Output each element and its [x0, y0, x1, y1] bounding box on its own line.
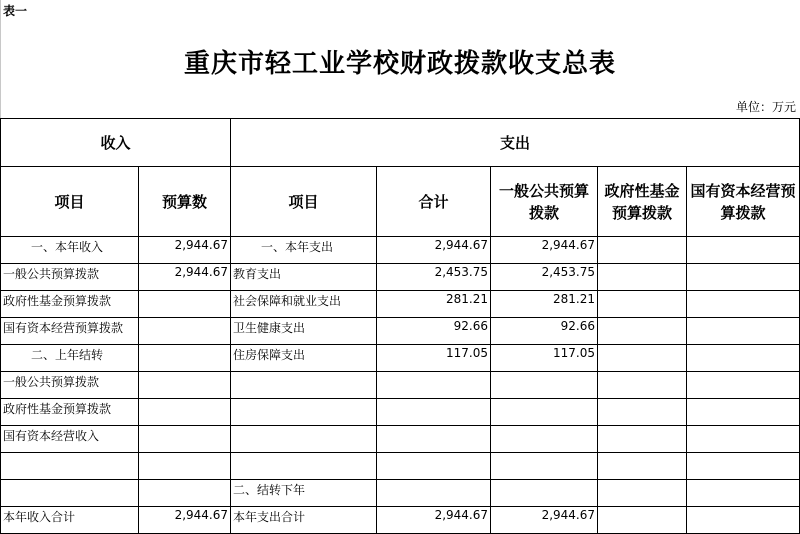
expense-state-cell: [687, 399, 800, 426]
income-item-cell: 二、上年结转: [1, 345, 139, 372]
income-item-cell: 国有资本经营收入: [1, 426, 139, 453]
income-item-cell: 一般公共预算拨款: [1, 372, 139, 399]
budget-table: [0, 118, 800, 534]
expense-item-cell: 本年支出合计: [231, 507, 377, 534]
expense-total-cell: 2,944.67: [377, 507, 491, 534]
income-value-cell: 2,944.67: [139, 237, 231, 264]
income-value-cell: 2,944.67: [139, 264, 231, 291]
expense-state-cell: [687, 345, 800, 372]
expense-item-cell: 教育支出: [231, 264, 377, 291]
income-item-cell: 一般公共预算拨款: [1, 264, 139, 291]
unit-label: 单位：万元: [735, 100, 796, 114]
expense-general-cell: 2,944.67: [491, 507, 598, 534]
income-value-cell: 2,944.67: [139, 507, 231, 534]
expense-general-cell: 2,453.75: [491, 264, 598, 291]
income-value-cell: [139, 291, 231, 318]
expense-state-cell: [687, 426, 800, 453]
income-value-cell: [139, 399, 231, 426]
expense-fund-cell: [598, 480, 687, 507]
expense-total-cell: [377, 372, 491, 399]
expense-fund-cell: [598, 453, 687, 480]
expense-fund-cell: [598, 345, 687, 372]
expense-total-cell: [377, 426, 491, 453]
expense-general-cell: [491, 453, 598, 480]
expense-item-cell: [231, 453, 377, 480]
table-row: [1, 399, 800, 426]
income-value-cell: [139, 453, 231, 480]
col-income-item: 项目: [1, 167, 139, 237]
expense-total-cell: 2,453.75: [377, 264, 491, 291]
expense-fund-cell: [598, 237, 687, 264]
expense-state-cell: [687, 372, 800, 399]
expense-total-cell: [377, 480, 491, 507]
expense-total-cell: 2,944.67: [377, 237, 491, 264]
table-row: [1, 507, 800, 534]
expense-general-cell: [491, 372, 598, 399]
income-item-cell: [1, 453, 139, 480]
table-row: [1, 480, 800, 507]
income-value-cell: [139, 480, 231, 507]
expense-item-cell: [231, 372, 377, 399]
table-row: [1, 264, 800, 291]
table-body: [1, 237, 800, 534]
expense-state-cell: [687, 264, 800, 291]
expense-general-cell: 281.21: [491, 291, 598, 318]
income-value-cell: [139, 345, 231, 372]
table-row: [1, 291, 800, 318]
income-item-cell: 本年收入合计: [1, 507, 139, 534]
expense-item-cell: 社会保障和就业支出: [231, 291, 377, 318]
expense-item-cell: [231, 426, 377, 453]
expense-total-cell: [377, 453, 491, 480]
expense-general-cell: 92.66: [491, 318, 598, 345]
col-fund: 政府性基金预算拨款: [598, 167, 687, 237]
expense-fund-cell: [598, 399, 687, 426]
expense-general-cell: [491, 480, 598, 507]
income-value-cell: [139, 372, 231, 399]
table-row: [1, 426, 800, 453]
table-row: [1, 372, 800, 399]
expense-state-cell: [687, 480, 800, 507]
expense-state-cell: [687, 237, 800, 264]
income-item-cell: 国有资本经营预算拨款: [1, 318, 139, 345]
income-item-cell: 政府性基金预算拨款: [1, 399, 139, 426]
income-header: 收入: [1, 119, 231, 167]
expense-fund-cell: [598, 426, 687, 453]
expense-total-cell: 281.21: [377, 291, 491, 318]
table-row: [1, 453, 800, 480]
expense-item-cell: 二、结转下年: [231, 480, 377, 507]
expense-general-cell: [491, 426, 598, 453]
col-total: 合计: [377, 167, 491, 237]
expense-general-cell: 2,944.67: [491, 237, 598, 264]
income-value-cell: [139, 318, 231, 345]
col-budget: 预算数: [139, 167, 231, 237]
expense-total-cell: 117.05: [377, 345, 491, 372]
expense-general-cell: 117.05: [491, 345, 598, 372]
expense-fund-cell: [598, 264, 687, 291]
income-item-cell: 政府性基金预算拨款: [1, 291, 139, 318]
income-value-cell: [139, 426, 231, 453]
sheet-label: 表一: [3, 4, 28, 18]
income-item-cell: 一、本年收入: [1, 237, 139, 264]
col-expense-item: 项目: [231, 167, 377, 237]
expense-fund-cell: [598, 318, 687, 345]
expense-fund-cell: [598, 291, 687, 318]
col-general: 一般公共预算拨款: [491, 167, 598, 237]
expense-state-cell: [687, 291, 800, 318]
expense-fund-cell: [598, 507, 687, 534]
expense-header: 支出: [231, 119, 800, 167]
page-title: 重庆市轻工业学校财政拨款收支总表: [183, 49, 616, 79]
expense-general-cell: [491, 399, 598, 426]
expense-item-cell: 卫生健康支出: [231, 318, 377, 345]
expense-item-cell: [231, 399, 377, 426]
col-state: 国有资本经营预算拨款: [687, 167, 800, 237]
expense-total-cell: [377, 399, 491, 426]
expense-fund-cell: [598, 372, 687, 399]
expense-item-cell: 住房保障支出: [231, 345, 377, 372]
expense-state-cell: [687, 507, 800, 534]
expense-item-cell: 一、本年支出: [231, 237, 377, 264]
expense-state-cell: [687, 453, 800, 480]
table-row: [1, 237, 800, 264]
expense-state-cell: [687, 318, 800, 345]
table-row: [1, 318, 800, 345]
expense-total-cell: 92.66: [377, 318, 491, 345]
income-item-cell: [1, 480, 139, 507]
table-row: [1, 345, 800, 372]
